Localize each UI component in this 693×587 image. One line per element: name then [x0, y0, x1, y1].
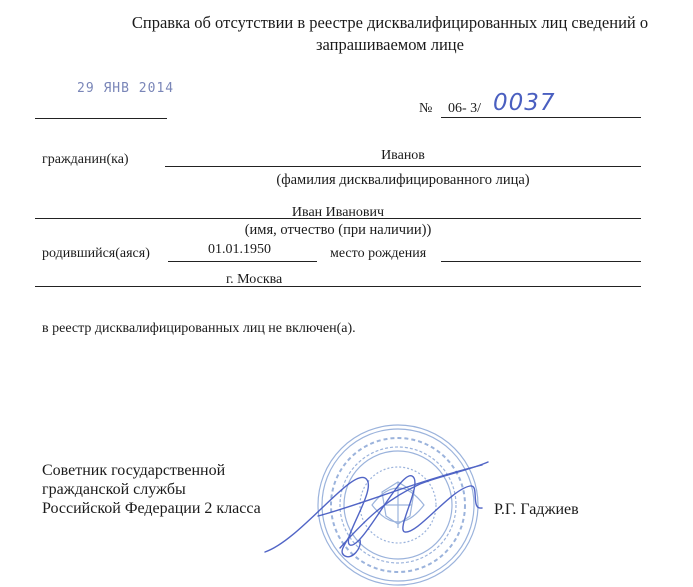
- official-seal: [318, 425, 478, 585]
- handwritten-number: 0037: [493, 90, 556, 116]
- born-label: родившийся(аяся): [42, 246, 150, 261]
- position-line-3: Российской Федерации 2 класса: [42, 500, 261, 517]
- date-stamp: 29 ЯНВ 2014: [77, 81, 175, 96]
- handwritten-signature: [265, 462, 488, 557]
- number-label: №: [419, 101, 433, 116]
- position-line-2: гражданской службы: [42, 481, 186, 498]
- birth-date: 01.01.1950: [208, 242, 271, 257]
- name-value: Иван Иванович: [291, 205, 385, 220]
- number-prefix: 06- 3/: [448, 101, 482, 116]
- birthplace-label: место рождения: [330, 246, 427, 261]
- title-line-2: запрашиваемом лице: [316, 35, 464, 54]
- surname-caption: (фамилия дисквалифицированного лица): [276, 172, 530, 188]
- result-text: в реестр дисквалифицированных лиц не включен(а).: [42, 321, 356, 336]
- position-line-1: Советник государственной: [42, 462, 226, 479]
- title-line-1: Справка об отсутствии в реестре дисквалифицированных лиц сведений о: [131, 13, 649, 32]
- signatory-name: Р.Г. Гаджиев: [494, 501, 579, 518]
- name-caption: (имя, отчество (при наличии)): [244, 222, 432, 238]
- surname-value: Иванов: [381, 148, 425, 163]
- citizen-label: гражданин(ка): [42, 152, 129, 167]
- birthplace-value: г. Москва: [226, 272, 283, 287]
